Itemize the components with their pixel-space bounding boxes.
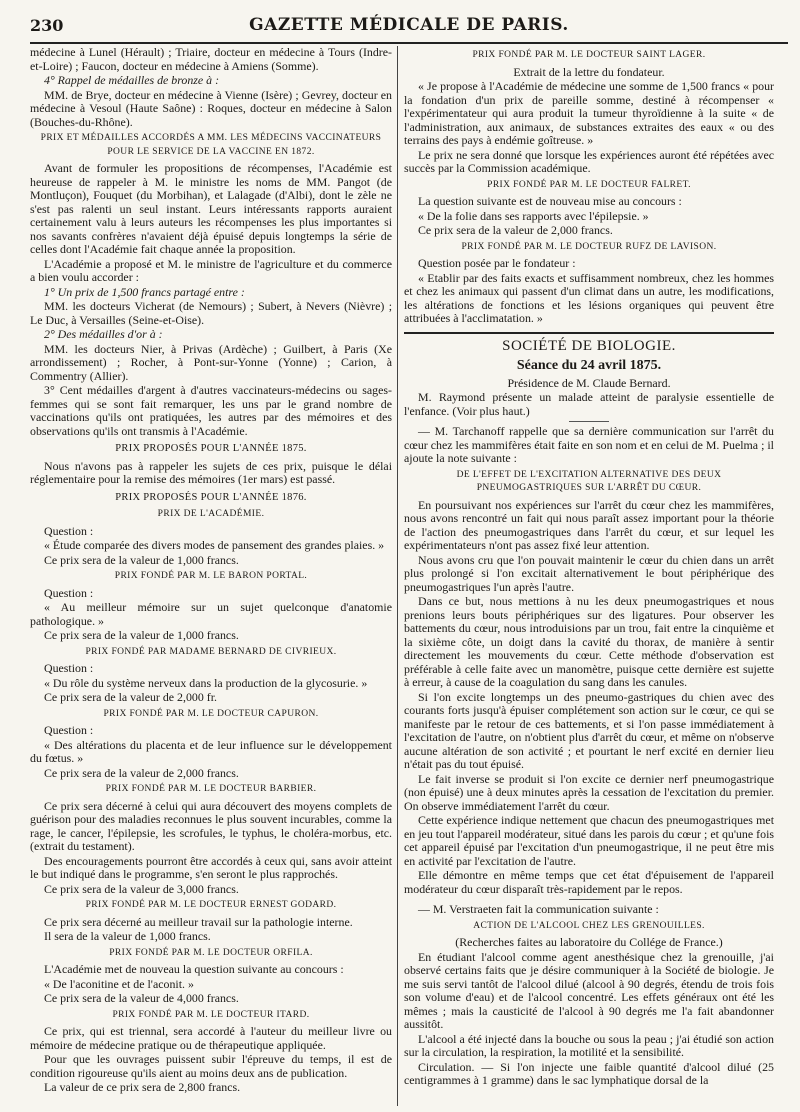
paragraph: Nous avons cru que l'on pouvait maintenir le cœur du chien dans un arrêt plus prolongé si l'on excitait alternativement le bout périphérique des pneumogastriques l'un après l'autre. — [404, 552, 774, 594]
separator-rule — [569, 899, 609, 900]
paragraph: « Etablir par des faits exacts et suffisamment nombreux, chez les hommes et chez les animaux qui passent d'un climat dans un autre, les modifications, les altérations de fonctions et les lésions organiques qui peuvent être attribuées à l'acclimatation. » — [404, 270, 774, 325]
right-column — [404, 46, 774, 1106]
column-divider — [397, 46, 398, 1106]
paragraph: MM. les docteurs Nier, à Privas (Ardèche) ; Guilbert, à Paris (Xe arrondissement) ; Rocher, à Pont-sur-Yonne (Yonne) ; Carion, à Commentry (Allier). — [30, 341, 392, 383]
session-title: Séance du 24 avril 1875. — [516, 358, 662, 373]
paragraph: Avant de formuler les propositions de récompenses, l'Académie est heureuse de rappeler à M. le ministre les noms de MM. Pangot (de Montluçon), Fouquet (du Morbihan), et Lalagade (d'Albi), dont le zèle ne s'est pas ralenti un seul instant. Leurs intéressants rapports auraient certainement valu à leurs auteurs les récompenses les plus importantes si nos savants confrères n'avaient déjà épuisé depuis longtemps la série de celles dont l'Académie fait chaque année la proposition. — [30, 161, 392, 256]
section-heading: ACTION DE L'ALCOOL CHEZ LES GRENOUILLES. — [473, 920, 705, 931]
paragraph: médecine à Lunel (Hérault) ; Triaire, docteur en médecine à Tours (Indre-et-Loire) ; Faucon, docteur en médecine à Amiens (Somme). — [30, 46, 392, 73]
society-title: SOCIÉTÉ DE BIOLOGIE. — [502, 337, 676, 354]
paragraph: Ce prix sera décerné à celui qui aura découvert des moyens complets de guérison pour des maladies reconnues le plus souvent incurables, comme la rage, le cancer, l'épilepsie, les scrofules, le typhus, le choléra-morbus, etc. (extrait du testament). — [30, 798, 392, 853]
section-heading: PRIX FONDÉ PAR M. LE DOCTEUR CAPURON. — [103, 708, 319, 719]
paragraph: Cette expérience indique nettement que chacun des pneumogastriques met en jeu tout l'appareil modérateur, situé dans les parois du cœur ; et qu'une fois cet appareil épuisé par l'excitation d'un pneumogastrique, il ne peut être mis en activité par l'excitation de l'autre. — [404, 813, 774, 868]
section-heading: PRIX ET MÉDAILLES ACCORDÉS A MM. LES MÉDECINS VACCINATEURS POUR LE SERVICE DE LA VACCINE EN 1872. — [40, 133, 382, 157]
paragraph: Le prix ne sera donné que lorsque les expériences auront été répétées avec succès par la Commission académique. — [404, 147, 774, 175]
section-heading: PRIX FONDÉ PAR MADAME BERNARD DE CIVRIEUX. — [85, 646, 337, 657]
paragraph: Des encouragements pourront être accordés à ceux qui, sans avoir atteint le but indiqué dans le programme, s'en seront le plus rapprochés. — [30, 853, 392, 881]
paragraph: Elle démontre en même temps que cet état d'épuisement de l'appareil modérateur du cœur disparaît très-rapidement par le repos. — [404, 868, 774, 896]
centered-line: Extrait de la lettre du fondateur. — [513, 64, 665, 79]
list-heading: 1° Un prix de 1,500 francs partagé entre : — [44, 284, 245, 299]
paragraph: MM. les docteurs Vicherat (de Nemours) ; Subert, à Nevers (Nièvre) ; Le Duc, à Versailles (Seine-et-Oise). — [30, 299, 392, 327]
paragraph: Dans ce but, nous mettions à nu les deux pneumogastriques et nous prenions leurs bouts périphériques sur des ligatures. Pour observer les battements du cœur, nous introduisions par un trou, fait entre la cinquième et la sixième côte, un doigt dans la cavité du thorax, de manière à sentir directement les mouvements du cœur. Cette méthode d'observation est préférable à celle faite avec un manomètre, puisque cette dernière est sujette à erreur, à cause de la coagulation du sang dans les canules. — [404, 594, 774, 689]
section-heading: PRIX FONDÉ PAR M. LE DOCTEUR RUFZ DE LAVISON. — [461, 241, 717, 252]
paragraph: Ce prix sera de la valeur de 1,000 francs. — [44, 552, 239, 567]
paragraph: L'Académie met de nouveau la question suivante au concours : — [44, 962, 344, 976]
centered-line: Présidence de M. Claude Bernard. — [507, 375, 671, 390]
paragraph: « Au meilleur mémoire sur un sujet quelconque d'anatomie pathologique. » — [30, 600, 392, 628]
separator-rule — [569, 421, 609, 422]
section-heading: PRIX FONDÉ PAR M. LE DOCTEUR SAINT LAGER. — [472, 50, 706, 60]
paragraph: En poursuivant nos expériences sur l'arrêt du cœur chez les mammifères, nous avons rencontré un fait qui nous paraît assez important pour la théorie de l'action des pneumogastriques dans l'arrêt du cœur, et sur lequel les expérimentateurs n'ont pas assez fixé leur attention. — [404, 497, 774, 552]
paragraph: Question posée par le fondateur : — [418, 256, 576, 270]
paragraph: L'Académie a proposé et M. le ministre de l'agriculture et du commerce a bien voulu accorder : — [30, 256, 392, 284]
paragraph: En étudiant l'alcool comme agent anesthésique chez la grenouille, j'ai observé certains faits que je désire communiquer à la Société de biologie. Je me suis servi tantôt de l'alcool dilué (alcool à 90 degrés, étendu de trois fois son volume d'eau) et de l'alcool concentré. Les effets généraux ont été les mêmes ; mais la causticité de l'alcool à 90 degrés me l'a fait abandonner aussitôt. — [404, 949, 774, 1031]
section-heading: PRIX PROPOSÉS POUR L'ANNÉE 1876. — [115, 491, 307, 503]
paragraph: Ce prix sera de la valeur de 4,000 francs. — [44, 991, 239, 1005]
paragraph: « Étude comparée des divers modes de pansement des grandes plaies. » — [44, 538, 385, 552]
paragraph: « De la folie dans ses rapports avec l'épilepsie. » — [418, 208, 649, 223]
paragraph: Ce prix sera de la valeur de 2,000 francs. — [44, 765, 239, 780]
paragraph: Ce prix sera de la valeur de 2,000 francs. — [418, 223, 613, 237]
paragraph: — M. Verstraeten fait la communication suivante : — [418, 902, 659, 916]
section-heading: PRIX FONDÉ PAR M. LE BARON PORTAL. — [114, 571, 308, 581]
section-heading: PRIX FONDÉ PAR M. LE DOCTEUR ITARD. — [112, 1009, 310, 1020]
section-heading: PRIX FONDÉ PAR M. LE DOCTEUR FALRET. — [487, 179, 691, 190]
paragraph: Ce prix sera de la valeur de 1,000 francs. — [44, 628, 239, 642]
paragraph: Ce prix, qui est triennal, sera accordé à l'auteur du meilleur livre ou mémoire de médecine pratique ou de thérapeutique appliquée. — [30, 1024, 392, 1052]
paragraph: « Du rôle du système nerveux dans la production de la glycosurie. » — [44, 675, 368, 690]
page-number: 230 — [30, 16, 64, 35]
paragraph: 3° Cent médailles d'argent à d'autres vaccinateurs-médecins ou sages-femmes qui se sont fait remarquer, les uns par le grand nombre de vaccinations qu'ils ont pratiquées, les autres par des mémoires et des observations qu'ils ont transmis à l'Académie. — [30, 383, 392, 438]
section-heading: PRIX DE L'ACADÉMIE. — [157, 509, 265, 519]
list-heading: 4° Rappel de médailles de bronze à : — [44, 73, 220, 87]
centered-line: (Recherches faites au laboratoire du Collége de France.) — [455, 935, 723, 949]
list-heading: 2° Des médailles d'or à : — [44, 327, 163, 341]
paragraph: Le fait inverse se produit si l'on excite ce dernier nerf pneumogastrique (non épuisé) une à deux minutes après la cessation de l'excitation du premier. On observe immédiatement l'arrêt du cœur. — [404, 771, 774, 813]
paragraph: La valeur de ce prix sera de 2,800 francs. — [44, 1080, 241, 1094]
paragraph: — M. Tarchanoff rappelle que sa dernière communication sur l'arrêt du cœur chez les mammifères était faite en son nom et en celui de M. Puelma ; il ajoute la note suivante : — [404, 424, 774, 465]
paragraph: Pour que les ouvrages puissent subir l'épreuve du temps, il est de condition rigoureuse qu'ils aient au moins deux ans de publication. — [30, 1052, 392, 1080]
paragraph: L'alcool a été injecté dans la bouche ou sous la peau ; j'ai étudié son action sur la circulation, la respiration, la motilité et la sensibilité. — [404, 1031, 774, 1059]
section-heading: DE L'EFFET DE L'EXCITATION ALTERNATIVE DES DEUX PNEUMOGASTRIQUES SUR L'ARRÊT DU CŒUR. — [456, 469, 722, 493]
journal-title: GAZETTE MÉDICALE DE PARIS. — [249, 15, 569, 35]
paragraph: Question : — [44, 723, 94, 737]
paragraph: « Je propose à l'Académie de médecine une somme de 1,500 francs « pour la fondation d'un prix de pareille somme, destiné à récompenser « l'expérimentateur qui aura produit la tumeur thyroïdienne à la suite « de l'administration, aux animaux, de substances extraites des eaux « ou des terrains des pays à endémie goîtreuse. » — [404, 79, 774, 147]
paragraph: Il sera de la valeur de 1,000 francs. — [44, 929, 211, 943]
paragraph: Ce prix sera de la valeur de 2,000 fr. — [44, 690, 218, 704]
paragraph: Ce prix sera de la valeur de 3,000 francs. — [44, 881, 239, 896]
paragraph: Question : — [44, 523, 94, 538]
section-heading: PRIX FONDÉ PAR M. LE DOCTEUR ORFILA. — [109, 947, 313, 958]
paragraph: M. Raymond présente un malade atteint de paralysie essentielle de l'enfance. (Voir plus haut.) — [404, 390, 774, 418]
paragraph: Circulation. — Si l'on injecte une faible quantité d'alcool dilué (25 centigrammes à 1 gramme) dans le sac lymphatique dorsal de la — [404, 1059, 774, 1087]
paragraph: Ce prix sera décerné au meilleur travail sur la pathologie interne. — [44, 914, 353, 929]
paragraph: Nous n'avons pas à rappeler les sujets de ces prix, puisque le délai réglementaire pour la remise des mémoires (1er mars) est passé. — [30, 458, 392, 486]
paragraph: « De l'aconitine et de l'aconit. » — [44, 976, 194, 991]
page-header — [30, 10, 788, 44]
paragraph: MM. de Brye, docteur en médecine à Vienne (Isère) ; Gevrey, docteur en médecine à Vesoul (Haute Saône) : Roques, docteur en médecine à Salon (Bouches-du-Rhône). — [30, 87, 392, 129]
section-heading: PRIX FONDÉ PAR M. LE DOCTEUR ERNEST GODARD. — [85, 900, 337, 910]
left-column — [30, 46, 392, 1106]
section-heading: PRIX FONDÉ PAR M. LE DOCTEUR BARBIER. — [105, 784, 317, 794]
paragraph: « Des altérations du placenta et de leur influence sur le développement du fœtus. » — [30, 737, 392, 765]
paragraph: La question suivante est de nouveau mise au concours : — [418, 194, 682, 208]
paragraph: Si l'on excite longtemps un des pneumo-gastriques du chien avec des courants forts jusqu'à épuiser complétement son action sur le cœur, ce qui se manifeste par le retour de ces battements, et si l'on passe immédiatement à l'excitation de l'autre, on n'obtient plus d'arrêt du cœur, et même on n'observe aucune altération de son activité ; et pourtant le nerf excité en dernier lieu n'était pas du tout épuisé. — [404, 689, 774, 771]
paragraph: Question : — [44, 661, 94, 675]
section-rule — [404, 332, 774, 334]
paragraph: Question : — [44, 585, 94, 600]
section-heading: PRIX PROPOSÉS POUR L'ANNÉE 1875. — [115, 443, 307, 454]
